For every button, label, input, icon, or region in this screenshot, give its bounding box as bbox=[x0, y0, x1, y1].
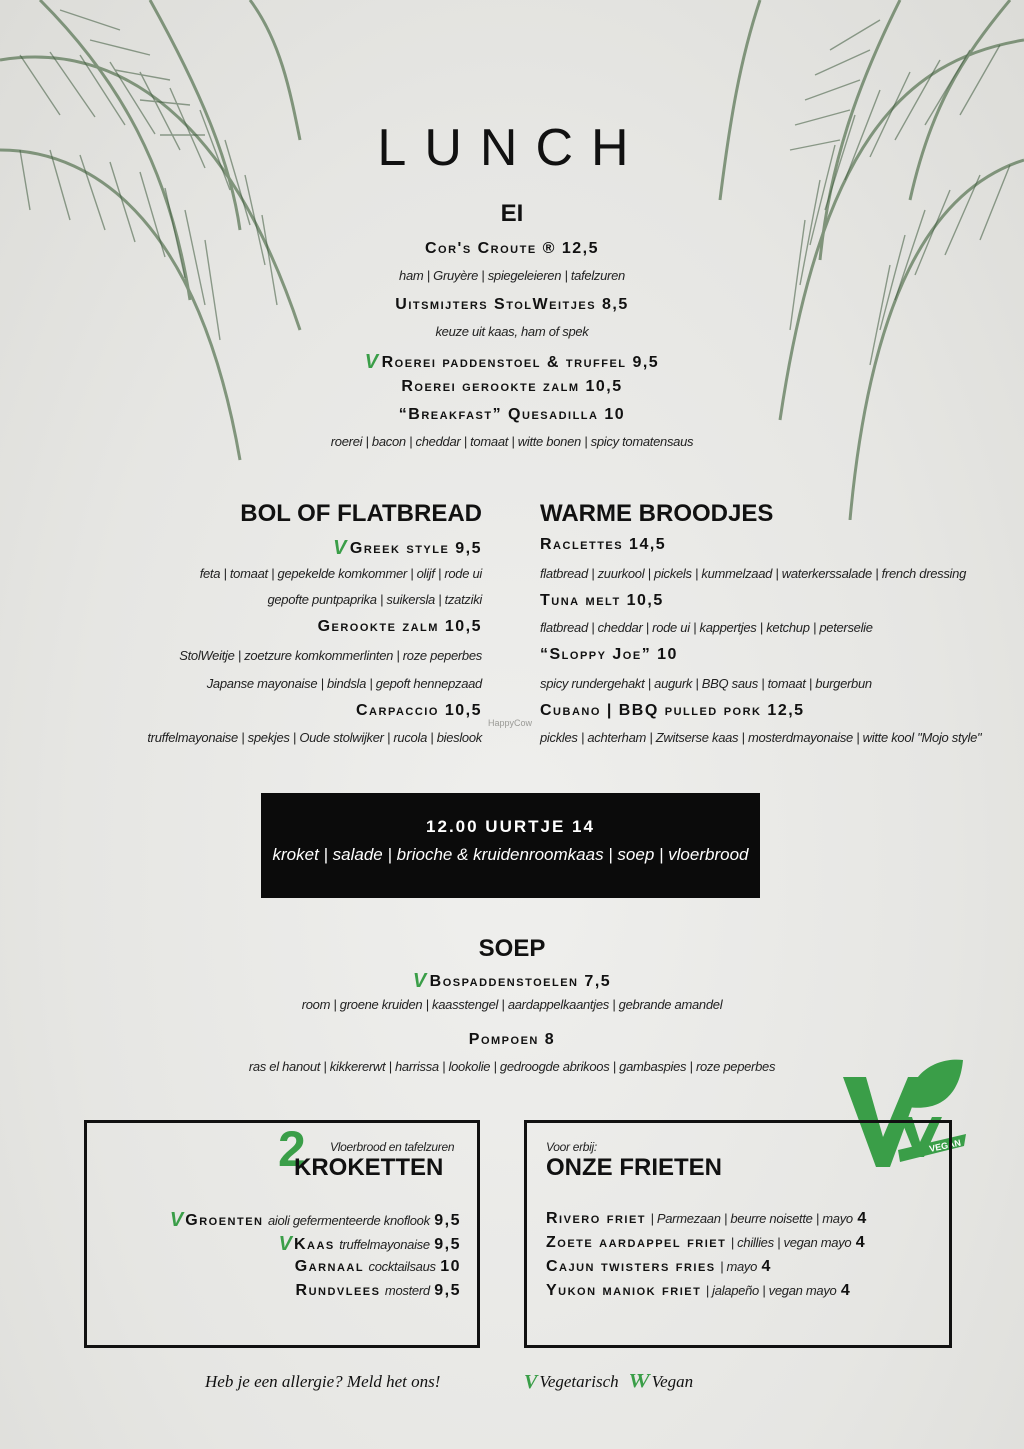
kroket-item-row bbox=[296, 1282, 461, 1300]
bol-item-desc: gepofte puntpaprika | suikersla | tzatziki bbox=[267, 592, 482, 607]
warme-item-desc: flatbread | cheddar | rode ui | kappertjes | ketchup | peterselie bbox=[540, 620, 873, 635]
ei-item-row bbox=[0, 350, 1024, 373]
bol-item-desc: StolWeitje | zoetzure komkommerlinten | roze peperbes bbox=[179, 648, 482, 663]
kroket-item-price: 9,5 bbox=[434, 1282, 461, 1299]
lunch-deal-banner bbox=[261, 793, 760, 898]
vegetarian-icon: V bbox=[169, 1209, 184, 1231]
friet-item-price: 4 bbox=[855, 1234, 867, 1251]
warme-heading: WARME BROODJES bbox=[540, 500, 774, 527]
friet-item-row bbox=[546, 1234, 866, 1252]
banner-desc: kroket | salade | brioche & kruidenroomkaas | soep | vloerbrood bbox=[272, 845, 749, 864]
friet-item-price: 4 bbox=[761, 1258, 772, 1275]
warme-item-desc: flatbread | zuurkool | pickels | kummelzaad | waterkerssalade | french dressing bbox=[540, 566, 967, 581]
warme-item-name: “Sloppy Joe” 10 bbox=[540, 646, 678, 663]
bol-item-desc: truffelmayonaise | spekjes | Oude stolwijker | rucola | bieslook bbox=[147, 730, 482, 745]
ei-item-desc: ham | Gruyère | spiegeleieren | tafelzuren bbox=[399, 268, 625, 283]
ei-item-name: Roerei gerookte zalm 10,5 bbox=[401, 378, 623, 395]
soep-item-desc: ras el hanout | kikkererwt | harrissa | lookolie | gedroogde abrikoos | gambaspies | roze peperbes bbox=[248, 1059, 776, 1074]
warme-item-name: Tuna melt 10,5 bbox=[540, 592, 664, 609]
vegetarian-icon: V bbox=[333, 537, 348, 559]
bol-item-desc: feta | tomaat | gepekelde komkommer | olijf | rode ui bbox=[199, 566, 482, 581]
friet-item-row bbox=[546, 1282, 851, 1300]
kroketten-number: 2 bbox=[278, 1121, 306, 1177]
banner-title: 12.00 UURTJE 14 bbox=[426, 817, 595, 836]
warme-item-desc: spicy rundergehakt | augurk | BBQ saus | tomaat | burgerbun bbox=[540, 676, 872, 691]
kroket-item-desc: cocktailsaus bbox=[368, 1259, 436, 1274]
kroket-item-price: 10 bbox=[440, 1258, 461, 1275]
happycow-watermark: HappyCow bbox=[488, 718, 533, 728]
kroket-item-name: Kaas bbox=[293, 1236, 335, 1253]
soep-item-name: Pompoen 8 bbox=[468, 1031, 556, 1048]
vegan-icon: VV bbox=[628, 1370, 644, 1392]
ei-item-name: Cor's Croute ® 12,5 bbox=[424, 240, 600, 257]
friet-item-row bbox=[546, 1258, 772, 1276]
friet-item-row bbox=[546, 1210, 868, 1228]
vegetarian-icon: V bbox=[412, 970, 428, 992]
ei-item-desc: roerei | bacon | cheddar | tomaat | witte bonen | spicy tomatensaus bbox=[330, 434, 694, 449]
bol-item-row bbox=[333, 536, 482, 559]
kroket-item-row bbox=[170, 1208, 461, 1231]
vegetarian-icon: V bbox=[278, 1233, 292, 1255]
friet-item-price: 4 bbox=[857, 1210, 868, 1227]
friet-item-desc: | jalapeño | vegan mayo bbox=[705, 1283, 837, 1298]
kroket-item-price: 9,5 bbox=[434, 1212, 461, 1229]
legend-vegan: Vegan bbox=[651, 1372, 694, 1391]
ei-item-name: “Breakfast” Quesadilla 10 bbox=[398, 406, 626, 423]
frieten-note: Voor erbij: bbox=[546, 1140, 597, 1154]
ei-item-desc: keuze uit kaas, ham of spek bbox=[435, 324, 589, 339]
friet-item-desc: | mayo bbox=[720, 1259, 758, 1274]
ei-item-name: Uitsmijters StolWeitjes 8,5 bbox=[395, 296, 629, 313]
vegan-badge-label: VEGAN bbox=[928, 1137, 962, 1154]
kroket-item-row bbox=[279, 1232, 461, 1255]
warme-item-desc: pickles | achterham | Zwitserse kaas | mosterdmayonaise | witte kool "Mojo style" bbox=[540, 730, 982, 745]
vegetarian-icon: V bbox=[524, 1371, 538, 1393]
friet-item-name: Rivero friet bbox=[546, 1210, 647, 1227]
kroketten-note: Vloerbrood en tafelzuren bbox=[330, 1140, 455, 1154]
frieten-heading: ONZE FRIETEN bbox=[546, 1154, 723, 1181]
kroket-item-name: Garnaal bbox=[294, 1258, 365, 1275]
warme-item-name: Cubano | BBQ pulled pork 12,5 bbox=[540, 702, 805, 719]
soep-item-row bbox=[0, 969, 1024, 992]
kroket-item-desc: mosterd bbox=[384, 1283, 430, 1298]
bol-item-desc: Japanse mayonaise | bindsla | gepoft hennepzaad bbox=[206, 676, 482, 691]
warme-item-name: Raclettes 14,5 bbox=[540, 536, 667, 553]
ei-item-name: Roerei paddenstoel & truffel 9,5 bbox=[381, 354, 660, 371]
bol-item-name: Gerookte zalm 10,5 bbox=[317, 618, 482, 635]
legend bbox=[524, 1370, 693, 1393]
page-title: LUNCH bbox=[377, 119, 647, 177]
bol-item-name: Carpaccio 10,5 bbox=[356, 702, 482, 719]
soep-heading: SOEP bbox=[478, 935, 546, 962]
soep-item-name: Bospaddenstoelen 7,5 bbox=[429, 973, 612, 990]
friet-item-name: Yukon maniok friet bbox=[546, 1282, 702, 1299]
legend-vegetarian: Vegetarisch bbox=[539, 1372, 619, 1391]
bol-heading: BOL OF FLATBREAD bbox=[240, 500, 482, 527]
ei-heading: EI bbox=[500, 200, 524, 227]
allergy-notice: Heb je een allergie? Meld het ons! bbox=[205, 1372, 441, 1391]
kroket-item-row bbox=[295, 1258, 461, 1276]
kroket-item-desc: aioli gefermenteerde knoflook bbox=[267, 1213, 430, 1228]
kroketten-heading: KROKETTEN bbox=[294, 1154, 444, 1181]
kroket-item-desc: truffelmayonaise bbox=[339, 1237, 430, 1252]
friet-item-name: Zoete aardappel friet bbox=[546, 1234, 727, 1251]
friet-item-desc: | Parmezaan | beurre noisette | mayo bbox=[650, 1211, 853, 1226]
soep-item-desc: room | groene kruiden | kaasstengel | aardappelkaantjes | gebrande amandel bbox=[301, 997, 723, 1012]
bol-item-name: Greek style 9,5 bbox=[349, 540, 482, 557]
friet-item-price: 4 bbox=[840, 1282, 852, 1299]
friet-item-desc: | chillies | vegan mayo bbox=[730, 1235, 852, 1250]
friet-item-name: Cajun twisters fries bbox=[546, 1258, 716, 1275]
vegetarian-icon: V bbox=[364, 351, 380, 373]
kroket-item-name: Rundvlees bbox=[295, 1282, 381, 1299]
kroket-item-price: 9,5 bbox=[434, 1236, 461, 1253]
kroket-item-name: Groenten bbox=[185, 1212, 264, 1229]
